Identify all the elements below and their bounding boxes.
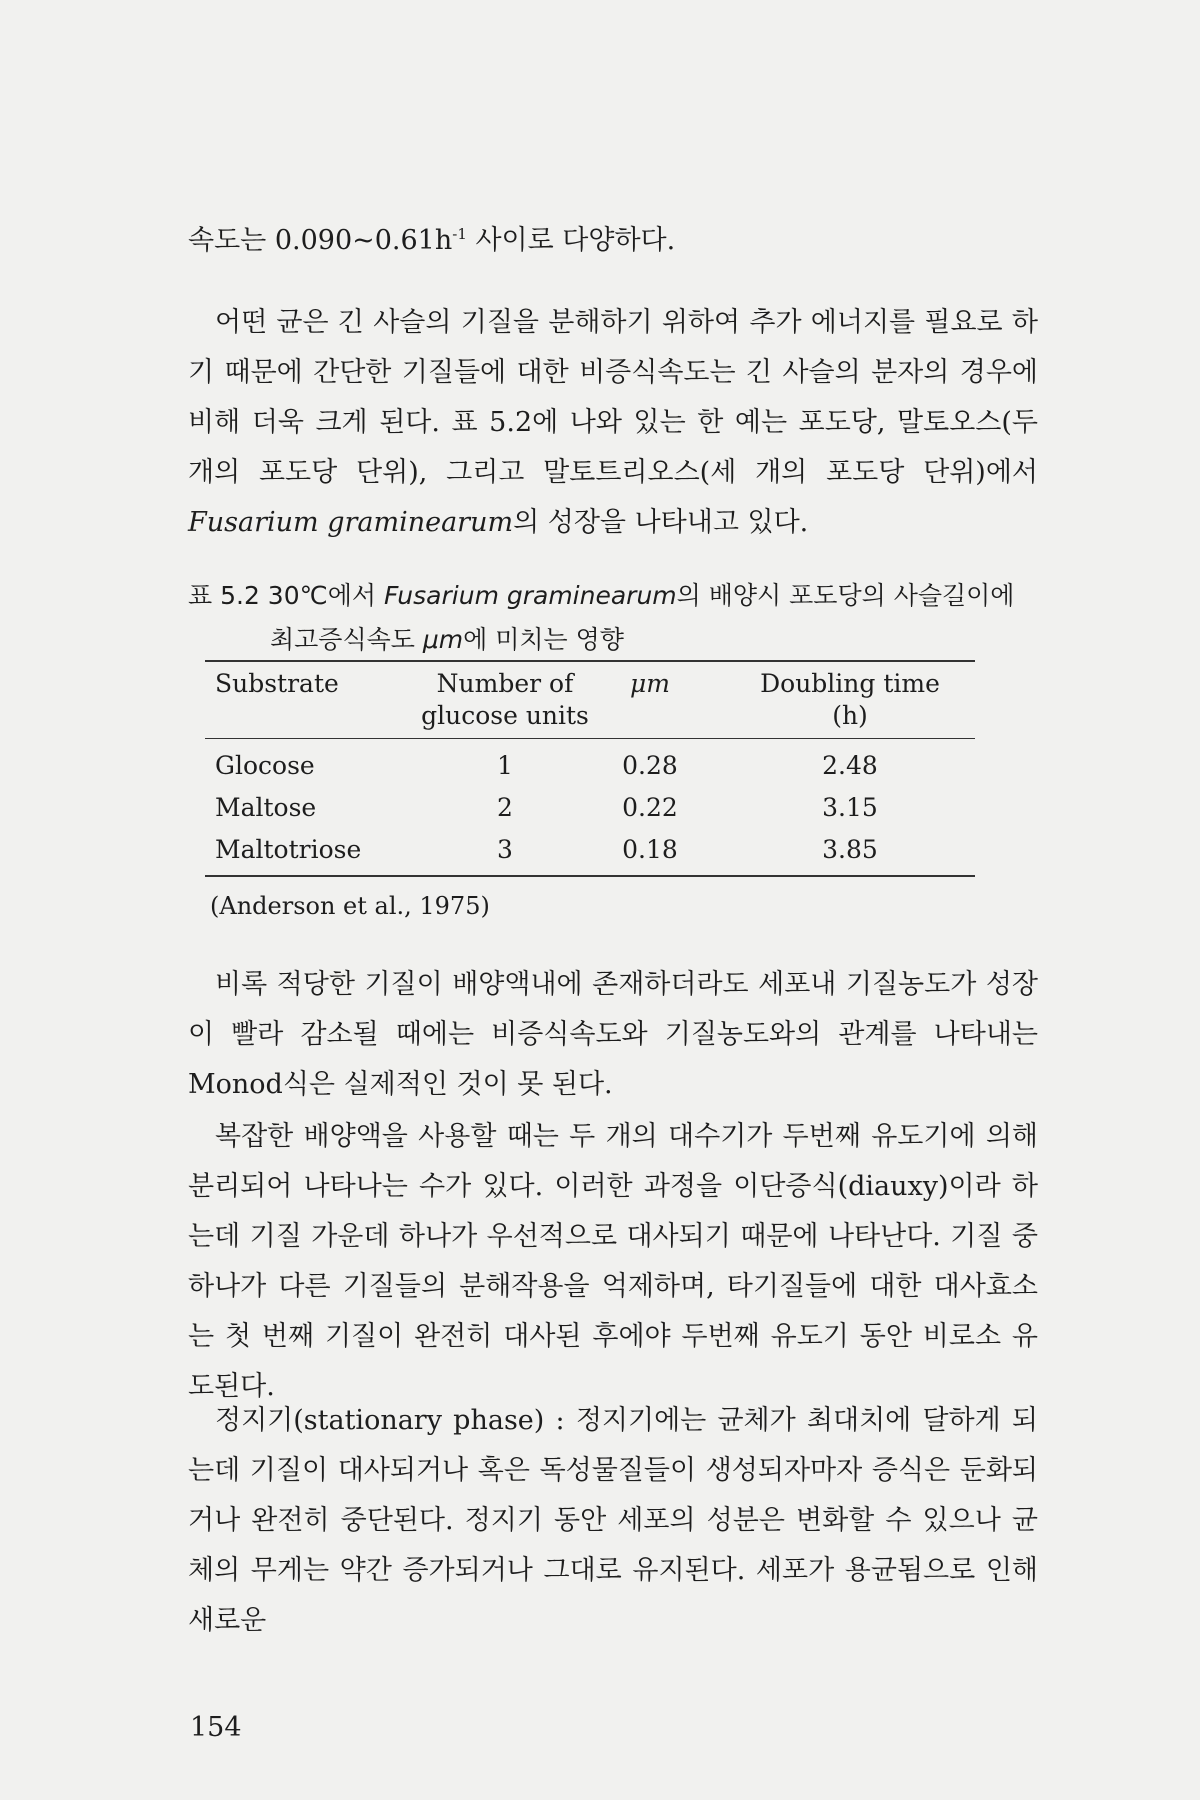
table-source: (Anderson et al., 1975) [210, 892, 490, 920]
cell-mu: 0.22 [622, 793, 678, 822]
header-units-line2: glucose units [421, 701, 589, 730]
paragraph-growth-rate [188, 216, 1038, 266]
paragraph-stationary-phase: 정지기(stationary phase) : 정지기에는 균체가 최대치에 달하게 되는데 기질이 대사되거나 혹은 독성물질들이 생성되자마자 증식은 둔화되거나 완전히 중단된다. 정지기 동안 세포의 성분은 변화할 수 있으나 균체의 무게는 약간 증가되거나 그대로 유지된다. 세포가 용균됨으로 인해 새로운 [188, 1405, 1038, 1636]
caption-line-2 [188, 618, 1048, 662]
paragraph-diauxy: 복잡한 배양액을 사용할 때는 두 개의 대수기가 두번째 유도기에 의해 분리되어 나타나는 수가 있다. 이러한 과정을 이단증식(diauxy)이라 하는데 기질 가운데 하나가 우선적으로 대사되기 때문에 나타난다. 기질 중 하나가 다른 기질들의 분해작용을 억제하며, 타기질들에 대한 대사효소는 첫 번째 기질이 완전히 대사된 후에야 두번째 유도기 동안 비로소 유도된다. [188, 1121, 1038, 1402]
p1-text: 속도는 0.090~0.61h [188, 225, 453, 256]
table-row [205, 787, 975, 829]
paragraph-monod: 비록 적당한 기질이 배양액내에 존재하더라도 세포내 기질농도가 성장이 빨라 감소될 때에는 비증식속도와 기질농도와의 관계를 나타내는 Monod식은 실제적인 것이 못 된다. [188, 969, 1038, 1100]
cell-mu: 0.28 [622, 751, 678, 780]
paragraph-chain-substrate [188, 298, 1038, 548]
caption-line-1 [188, 574, 1048, 618]
caption-mu-symbol: μm [422, 625, 464, 654]
table-bottom-rule [205, 875, 975, 877]
p2-text-end: 의 성장을 나타내고 있다. [513, 507, 809, 538]
caption-prefix: 표 5.2 30℃에서 [188, 581, 384, 610]
cell-units: 1 [497, 751, 513, 780]
p1-text-end: 사이로 다양하다. [466, 225, 676, 256]
header-doubling-time [735, 668, 965, 732]
header-doubling-line1: Doubling time [760, 669, 940, 698]
cell-doubling: 3.15 [822, 793, 878, 822]
table-caption [188, 574, 1048, 662]
p1-superscript: -1 [452, 225, 467, 243]
table-row [205, 829, 975, 871]
p2-text: 어떤 균은 긴 사슬의 기질을 분해하기 위하여 추가 에너지를 필요로 하기 때문에 간단한 기질들에 대한 비증식속도는 긴 사슬의 분자의 경우에 비해 더욱 크게 된다. 표 5.2에 나와 있는 한 예는 포도당, 말토오스(두 개의 포도당 단위), 그리고 말토트리오스(세 개의 포도당 단위)에서 [188, 307, 1038, 488]
header-units-line1: Number of [436, 669, 574, 698]
cell-doubling: 3.85 [822, 835, 878, 864]
cell-substrate: Maltotriose [215, 835, 362, 864]
caption-line2-post: 에 미치는 영향 [463, 625, 624, 654]
header-glucose-units [405, 668, 605, 732]
caption-line2-pre: 최고증식속도 [270, 625, 423, 654]
page-number: 154 [190, 1712, 242, 1743]
data-table [205, 660, 975, 877]
header-doubling-line2: (h) [832, 701, 868, 730]
caption-organism: Fusarium graminearum [383, 581, 677, 610]
cell-doubling: 2.48 [822, 751, 878, 780]
header-substrate: Substrate [215, 669, 339, 698]
table-header-row [205, 662, 975, 738]
header-mu: μm [630, 669, 670, 698]
caption-suffix: 의 배양시 포도당의 사슬길이에 [676, 581, 1015, 610]
cell-units: 3 [497, 835, 513, 864]
p2-organism: Fusarium graminearum [188, 507, 514, 538]
table-row [205, 745, 975, 787]
cell-substrate: Maltose [215, 793, 317, 822]
cell-substrate: Glocose [215, 751, 315, 780]
cell-mu: 0.18 [622, 835, 678, 864]
cell-units: 2 [497, 793, 513, 822]
